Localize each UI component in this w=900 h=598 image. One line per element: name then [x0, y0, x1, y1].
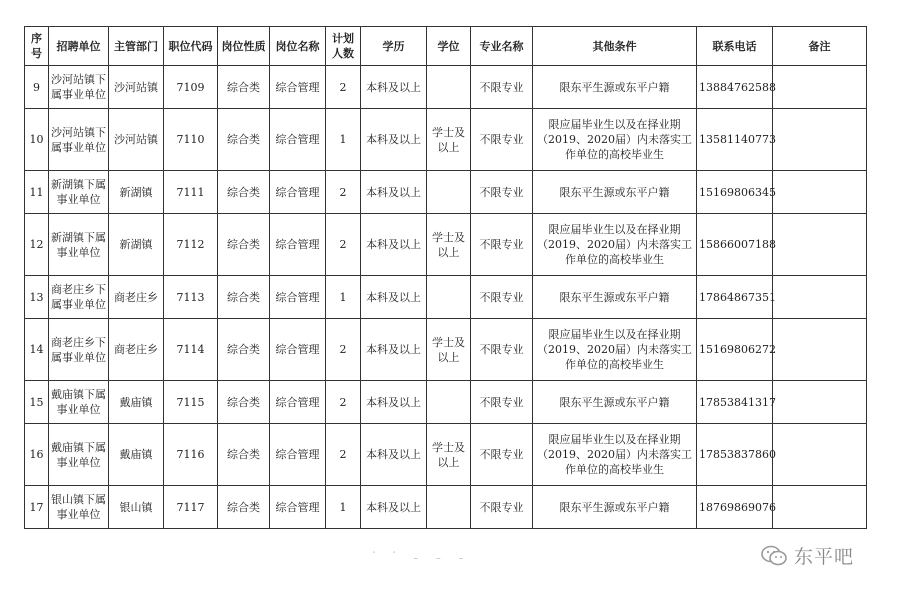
cell-major: 不限专业	[471, 381, 533, 424]
cell-nature: 综合类	[218, 276, 270, 319]
cell-edu: 本科及以上	[361, 486, 427, 529]
cell-major: 不限专业	[471, 486, 533, 529]
cell-post: 综合管理	[270, 109, 326, 171]
cell-dept: 新湖镇	[109, 171, 164, 214]
table-row	[25, 214, 867, 276]
cell-major: 不限专业	[471, 66, 533, 109]
cell-cond: 限东平生源或东平户籍	[533, 276, 697, 319]
cell-plan: 2	[326, 381, 361, 424]
cell-cond: 限东平生源或东平户籍	[533, 486, 697, 529]
cell-phone: 17853837860	[697, 424, 773, 486]
cell-phone: 17864867351	[697, 276, 773, 319]
cell-edu: 本科及以上	[361, 276, 427, 319]
cell-edu: 本科及以上	[361, 109, 427, 171]
cell-phone: 13884762588	[697, 66, 773, 109]
cell-degree: 学士及以上	[427, 424, 471, 486]
cell-edu: 本科及以上	[361, 381, 427, 424]
header-plan: 计划人数	[326, 27, 361, 66]
cell-cond: 限应届毕业生以及在择业期（2019、2020届）内未落实工作单位的高校毕业生	[533, 319, 697, 381]
cell-major: 不限专业	[471, 171, 533, 214]
header-phone: 联系电话	[697, 27, 773, 66]
cell-no: 11	[25, 171, 49, 214]
cell-plan: 2	[326, 171, 361, 214]
cell-unit: 新湖镇下属事业单位	[49, 171, 109, 214]
faint-watermark-strip: · · ˍ ˍ ˍ	[372, 546, 471, 561]
header-major: 专业名称	[471, 27, 533, 66]
cell-no: 16	[25, 424, 49, 486]
cell-degree	[427, 381, 471, 424]
cell-cond: 限东平生源或东平户籍	[533, 66, 697, 109]
cell-dept: 沙河站镇	[109, 109, 164, 171]
cell-degree: 学士及以上	[427, 109, 471, 171]
cell-no: 12	[25, 214, 49, 276]
cell-nature: 综合类	[218, 486, 270, 529]
cell-plan: 1	[326, 276, 361, 319]
cell-major: 不限专业	[471, 424, 533, 486]
cell-edu: 本科及以上	[361, 66, 427, 109]
header-row	[25, 27, 867, 66]
recruitment-table	[24, 26, 867, 529]
cell-remark	[773, 381, 867, 424]
cell-phone: 15169806272	[697, 319, 773, 381]
cell-cond: 限应届毕业生以及在择业期（2019、2020届）内未落实工作单位的高校毕业生	[533, 214, 697, 276]
cell-unit: 新湖镇下属事业单位	[49, 214, 109, 276]
cell-code: 7112	[164, 214, 218, 276]
cell-code: 7110	[164, 109, 218, 171]
cell-unit: 商老庄乡下属事业单位	[49, 276, 109, 319]
cell-nature: 综合类	[218, 66, 270, 109]
cell-nature: 综合类	[218, 109, 270, 171]
cell-phone: 15866007188	[697, 214, 773, 276]
cell-post: 综合管理	[270, 424, 326, 486]
cell-plan: 1	[326, 486, 361, 529]
cell-dept: 戴庙镇	[109, 424, 164, 486]
cell-code: 7109	[164, 66, 218, 109]
cell-major: 不限专业	[471, 214, 533, 276]
cell-no: 17	[25, 486, 49, 529]
cell-cond: 限东平生源或东平户籍	[533, 171, 697, 214]
cell-nature: 综合类	[218, 214, 270, 276]
cell-dept: 银山镇	[109, 486, 164, 529]
header-remark: 备注	[773, 27, 867, 66]
header-no: 序号	[25, 27, 49, 66]
cell-code: 7116	[164, 424, 218, 486]
cell-degree	[427, 66, 471, 109]
cell-plan: 2	[326, 424, 361, 486]
table-row	[25, 381, 867, 424]
cell-edu: 本科及以上	[361, 424, 427, 486]
cell-remark	[773, 319, 867, 381]
cell-post: 综合管理	[270, 381, 326, 424]
cell-unit: 沙河站镇下属事业单位	[49, 66, 109, 109]
watermark-text: 东平吧	[794, 546, 855, 568]
cell-degree	[427, 171, 471, 214]
cell-major: 不限专业	[471, 276, 533, 319]
cell-edu: 本科及以上	[361, 214, 427, 276]
cell-cond: 限应届毕业生以及在择业期（2019、2020届）内未落实工作单位的高校毕业生	[533, 109, 697, 171]
cell-post: 综合管理	[270, 276, 326, 319]
cell-nature: 综合类	[218, 381, 270, 424]
table-row	[25, 66, 867, 109]
cell-post: 综合管理	[270, 171, 326, 214]
cell-remark	[773, 214, 867, 276]
cell-code: 7113	[164, 276, 218, 319]
cell-dept: 商老庄乡	[109, 319, 164, 381]
header-dept: 主管部门	[109, 27, 164, 66]
cell-dept: 商老庄乡	[109, 276, 164, 319]
table-row	[25, 171, 867, 214]
header-code: 职位代码	[164, 27, 218, 66]
cell-major: 不限专业	[471, 109, 533, 171]
cell-post: 综合管理	[270, 319, 326, 381]
watermark	[760, 542, 854, 569]
wechat-icon	[760, 544, 788, 568]
cell-remark	[773, 109, 867, 171]
cell-plan: 2	[326, 319, 361, 381]
cell-remark	[773, 424, 867, 486]
cell-major: 不限专业	[471, 319, 533, 381]
table-row	[25, 486, 867, 529]
cell-cond: 限应届毕业生以及在择业期（2019、2020届）内未落实工作单位的高校毕业生	[533, 424, 697, 486]
cell-phone: 17853841317	[697, 381, 773, 424]
cell-post: 综合管理	[270, 214, 326, 276]
cell-unit: 戴庙镇下属事业单位	[49, 381, 109, 424]
table-row	[25, 276, 867, 319]
cell-degree: 学士及以上	[427, 214, 471, 276]
cell-cond: 限东平生源或东平户籍	[533, 381, 697, 424]
header-nature: 岗位性质	[218, 27, 270, 66]
header-unit: 招聘单位	[49, 27, 109, 66]
header-edu: 学历	[361, 27, 427, 66]
cell-post: 综合管理	[270, 66, 326, 109]
cell-unit: 银山镇下属事业单位	[49, 486, 109, 529]
cell-phone: 15169806345	[697, 171, 773, 214]
table-row	[25, 109, 867, 171]
cell-phone: 13581140773	[697, 109, 773, 171]
cell-plan: 2	[326, 66, 361, 109]
cell-dept: 戴庙镇	[109, 381, 164, 424]
cell-remark	[773, 486, 867, 529]
cell-no: 10	[25, 109, 49, 171]
cell-phone: 18769869076	[697, 486, 773, 529]
cell-unit: 沙河站镇下属事业单位	[49, 109, 109, 171]
cell-nature: 综合类	[218, 319, 270, 381]
cell-remark	[773, 171, 867, 214]
cell-degree	[427, 486, 471, 529]
cell-no: 14	[25, 319, 49, 381]
cell-unit: 戴庙镇下属事业单位	[49, 424, 109, 486]
cell-edu: 本科及以上	[361, 319, 427, 381]
cell-code: 7114	[164, 319, 218, 381]
cell-dept: 沙河站镇	[109, 66, 164, 109]
cell-plan: 1	[326, 109, 361, 171]
header-cond: 其他条件	[533, 27, 697, 66]
cell-remark	[773, 276, 867, 319]
header-post: 岗位名称	[270, 27, 326, 66]
cell-remark	[773, 66, 867, 109]
cell-degree: 学士及以上	[427, 319, 471, 381]
cell-plan: 2	[326, 214, 361, 276]
cell-no: 15	[25, 381, 49, 424]
header-degree: 学位	[427, 27, 471, 66]
cell-edu: 本科及以上	[361, 171, 427, 214]
cell-code: 7117	[164, 486, 218, 529]
cell-no: 9	[25, 66, 49, 109]
cell-post: 综合管理	[270, 486, 326, 529]
cell-code: 7115	[164, 381, 218, 424]
table-row	[25, 319, 867, 381]
cell-no: 13	[25, 276, 49, 319]
cell-code: 7111	[164, 171, 218, 214]
cell-nature: 综合类	[218, 171, 270, 214]
cell-unit: 商老庄乡下属事业单位	[49, 319, 109, 381]
cell-nature: 综合类	[218, 424, 270, 486]
cell-dept: 新湖镇	[109, 214, 164, 276]
cell-degree	[427, 276, 471, 319]
table-row	[25, 424, 867, 486]
